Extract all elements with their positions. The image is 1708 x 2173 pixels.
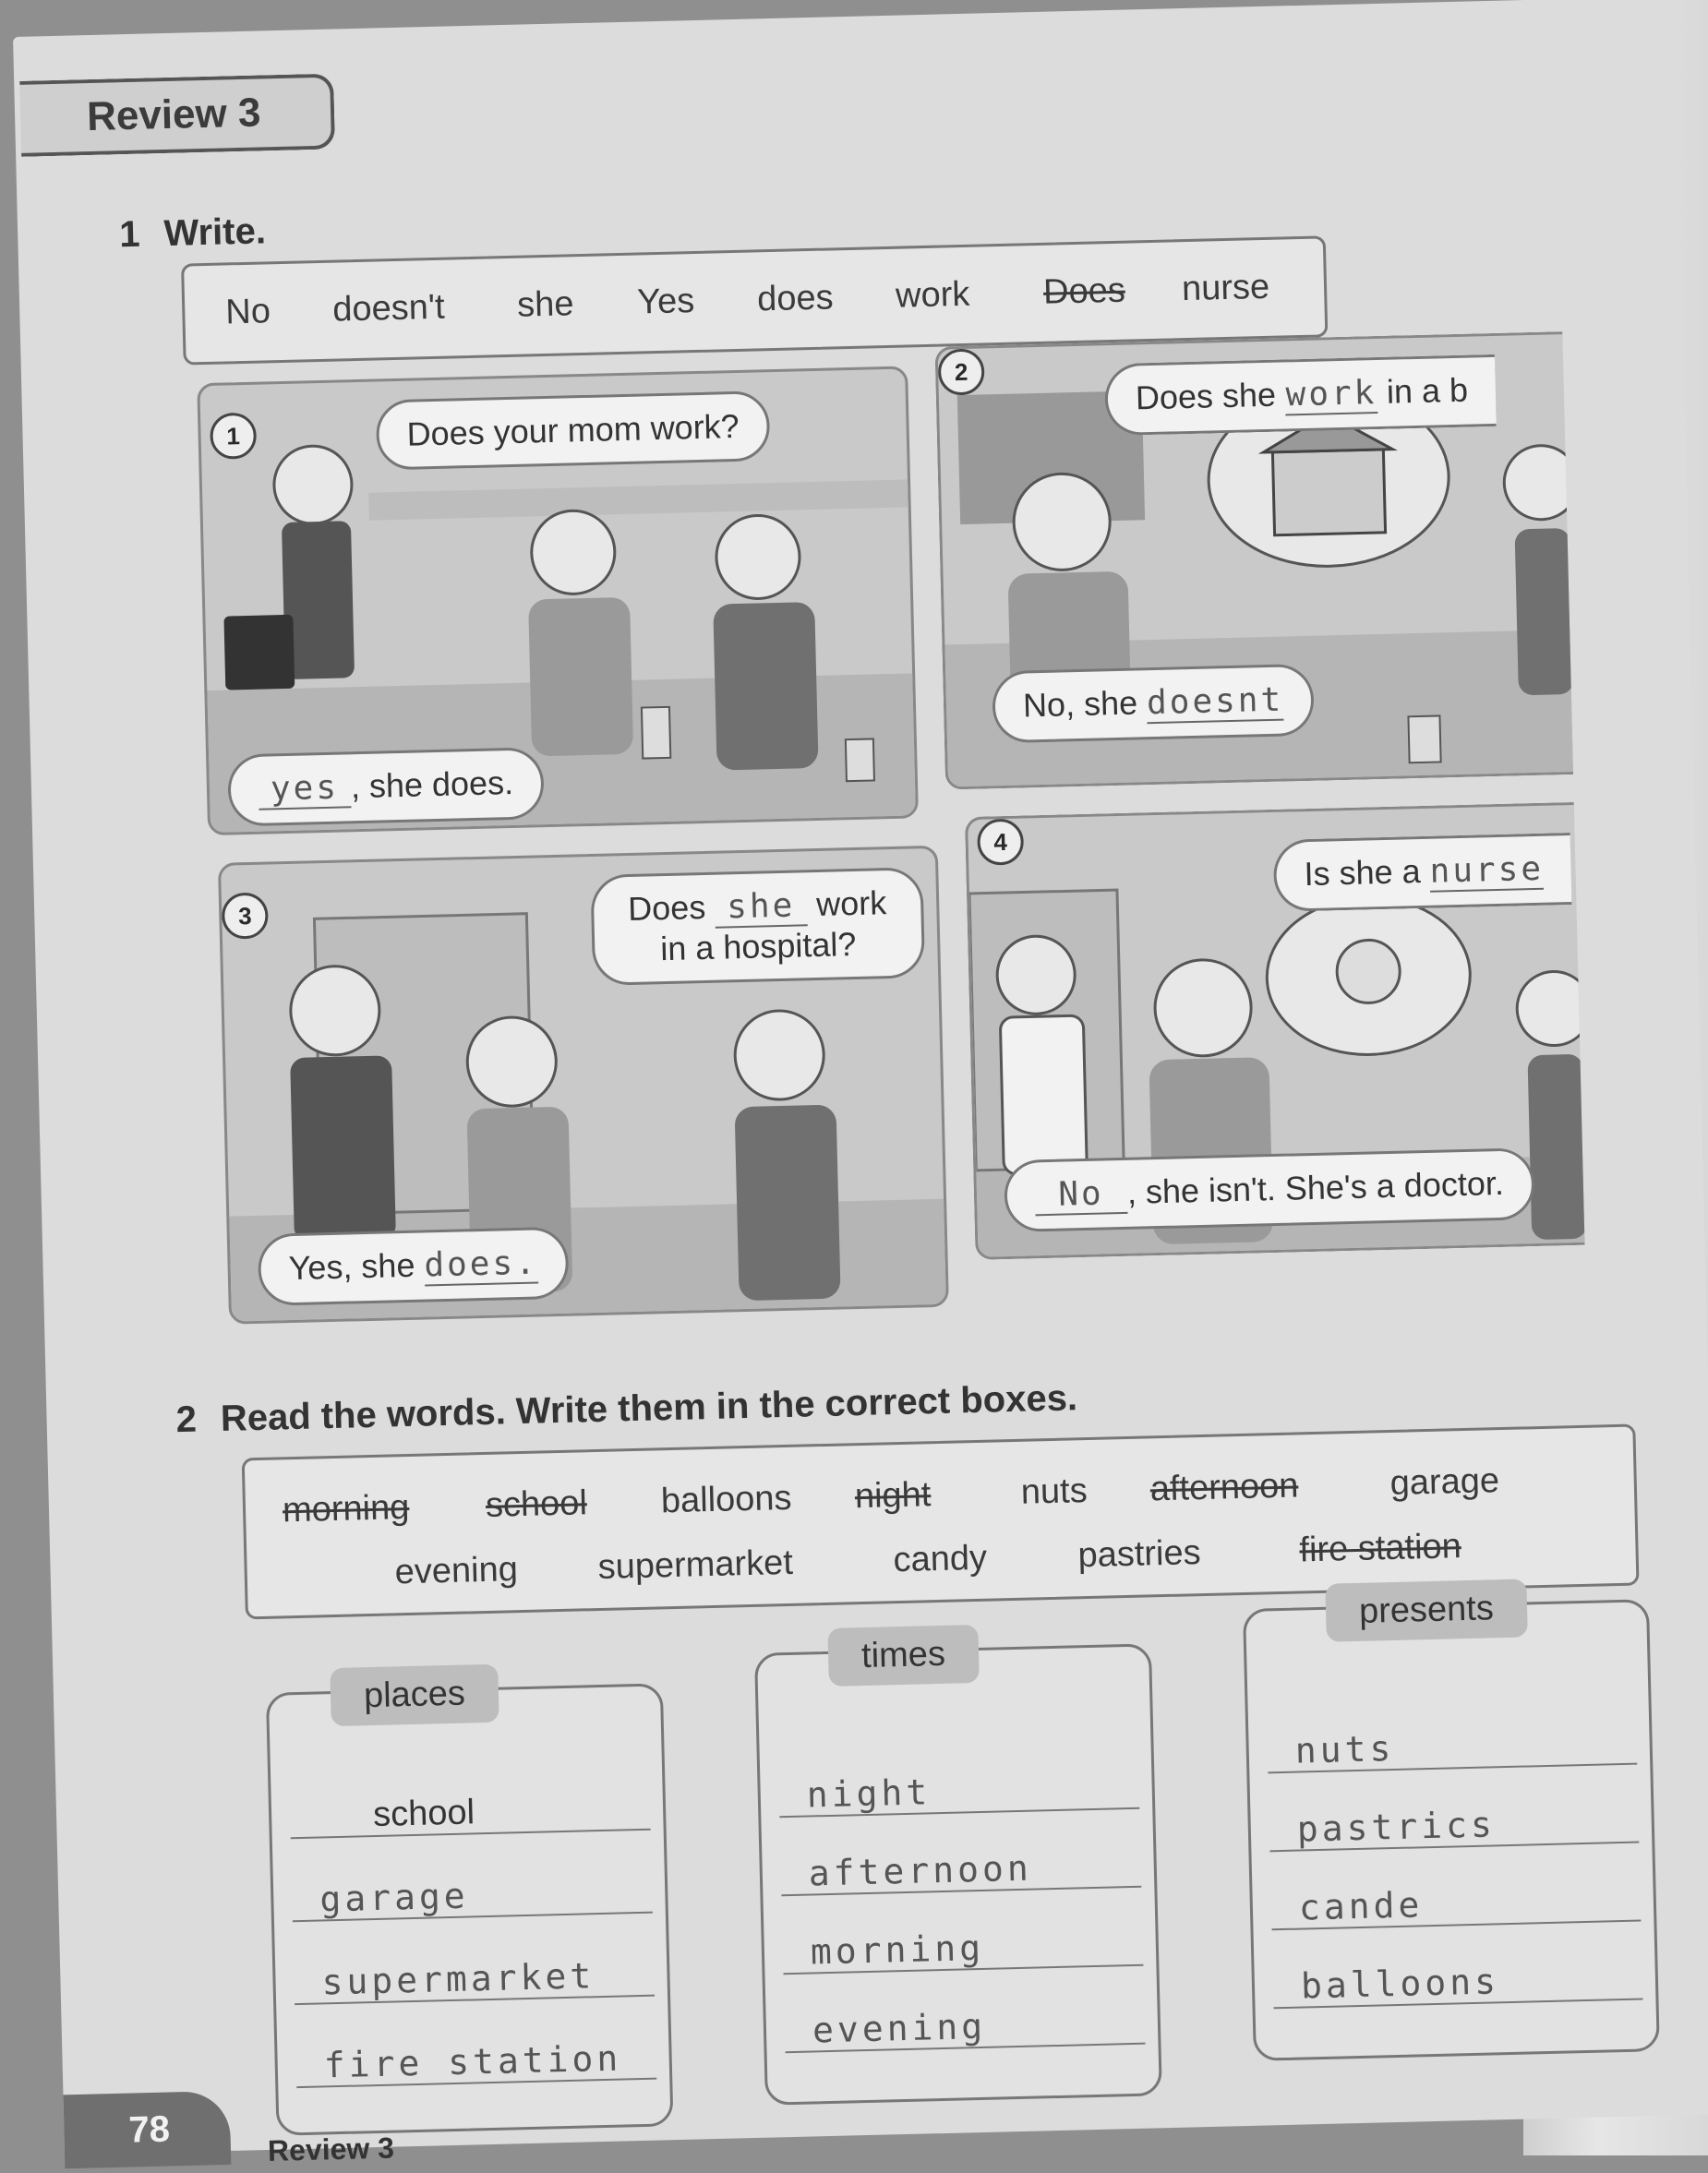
question-bubble: [376, 390, 771, 470]
word-bank-item: evening: [394, 1550, 519, 1592]
answer-text: Does: [406, 413, 486, 453]
exercise1-instruction: Write.: [162, 210, 267, 255]
reply-text: No, she: [1022, 683, 1148, 725]
word-bank-item: supermarket: [597, 1543, 794, 1588]
category-item: night: [778, 1758, 1139, 1819]
word-bank-item: night: [854, 1475, 932, 1517]
category-item: supermarket: [294, 1945, 655, 2006]
question-bubble: [590, 867, 925, 986]
exercise1-number: 1: [118, 213, 141, 256]
word-bank-item: school: [485, 1483, 588, 1525]
category-label-times: times: [827, 1625, 979, 1687]
comic-panel-1: [197, 366, 919, 835]
question-text: work: [806, 883, 887, 924]
exercise2-number: 2: [175, 1399, 198, 1441]
category-box-presents: [1243, 1599, 1660, 2061]
reply-text: Yes, she: [288, 1245, 425, 1288]
exercise2-instruction: Read the words. Write them in the correct boxes.: [220, 1377, 1078, 1439]
word-bank-item: nurse: [1181, 267, 1270, 309]
word-bank-item: Does: [1042, 270, 1126, 312]
question-text: Does she: [1135, 375, 1286, 417]
comic-panel-3: [218, 846, 949, 1325]
category-item: garage: [292, 1862, 653, 1923]
answer-text: does.: [423, 1243, 539, 1285]
word-bank-item: No: [224, 292, 271, 332]
word-bank-item: doesn't: [331, 287, 446, 330]
word-bank-item: morning: [282, 1487, 410, 1531]
comic-panel-2: [935, 331, 1574, 789]
question-text-line2: in a hospital?: [659, 924, 857, 968]
panel-number: 3: [222, 893, 269, 940]
word-bank-item: balloons: [660, 1478, 793, 1521]
comic-panel-4: [965, 802, 1585, 1260]
word-bank-item: fire station: [1298, 1527, 1462, 1570]
panel-number: 4: [977, 819, 1024, 866]
word-bank-item: garage: [1389, 1461, 1500, 1504]
answer-text: she: [715, 886, 808, 928]
reply-bubble: [992, 664, 1315, 743]
category-item: morning: [782, 1915, 1143, 1975]
category-item: nuts: [1267, 1713, 1637, 1774]
page-number-tab: [63, 2091, 231, 2168]
workbook-page: [13, 0, 1708, 2167]
reply-text: , she does.: [350, 763, 514, 806]
reply-bubble: [227, 747, 545, 826]
category-item: pastrics: [1269, 1792, 1639, 1853]
reply-bubble: [1004, 1147, 1535, 1232]
question-text: your mom work?: [484, 406, 740, 451]
category-box-times: [754, 1643, 1162, 2105]
word-bank-item: Yes: [636, 282, 695, 322]
word-bank-item: does: [756, 278, 835, 319]
word-bank-item: candy: [893, 1538, 988, 1580]
word-bank-item: she: [516, 284, 575, 325]
question-text: Does: [627, 887, 716, 928]
category-box-places: [266, 1683, 674, 2135]
answer-text: work: [1284, 374, 1377, 415]
reply-text: , she isn't. She's a doctor.: [1126, 1163, 1505, 1211]
panel-number: 1: [210, 413, 257, 460]
category-item: balloons: [1272, 1949, 1642, 2010]
page-title: Review 3: [86, 90, 262, 140]
exercise2-title: [175, 1377, 1077, 1441]
review-header-tab: [19, 74, 335, 157]
question-text: Is she a: [1304, 851, 1431, 894]
question-bubble: [1104, 354, 1497, 436]
exercise1-title: [119, 210, 267, 256]
word-bank-item: nuts: [1020, 1471, 1089, 1512]
word-bank-item: work: [895, 274, 970, 316]
category-item: cande: [1270, 1870, 1641, 1931]
category-item: afternoon: [780, 1836, 1141, 1897]
reply-bubble: [258, 1227, 570, 1306]
footer-section-title: Review 3: [267, 2131, 395, 2167]
question-text: in a b: [1377, 370, 1469, 411]
panel-number: 2: [938, 348, 985, 395]
category-label-presents: presents: [1325, 1579, 1527, 1641]
category-label-places: places: [330, 1664, 499, 1726]
category-item: fire station: [295, 2028, 656, 2089]
word-bank-item: afternoon: [1149, 1466, 1299, 1509]
answer-text: doesnt: [1146, 680, 1284, 723]
answer-text: nurse: [1429, 849, 1545, 891]
answer-text: No: [1034, 1174, 1127, 1216]
page-number: 78: [127, 2108, 171, 2151]
category-item: evening: [784, 1993, 1145, 2054]
question-bubble: [1273, 833, 1572, 912]
word-bank-item: pastries: [1077, 1533, 1202, 1576]
answer-text: yes: [258, 768, 351, 810]
category-item: school: [289, 1779, 650, 1840]
